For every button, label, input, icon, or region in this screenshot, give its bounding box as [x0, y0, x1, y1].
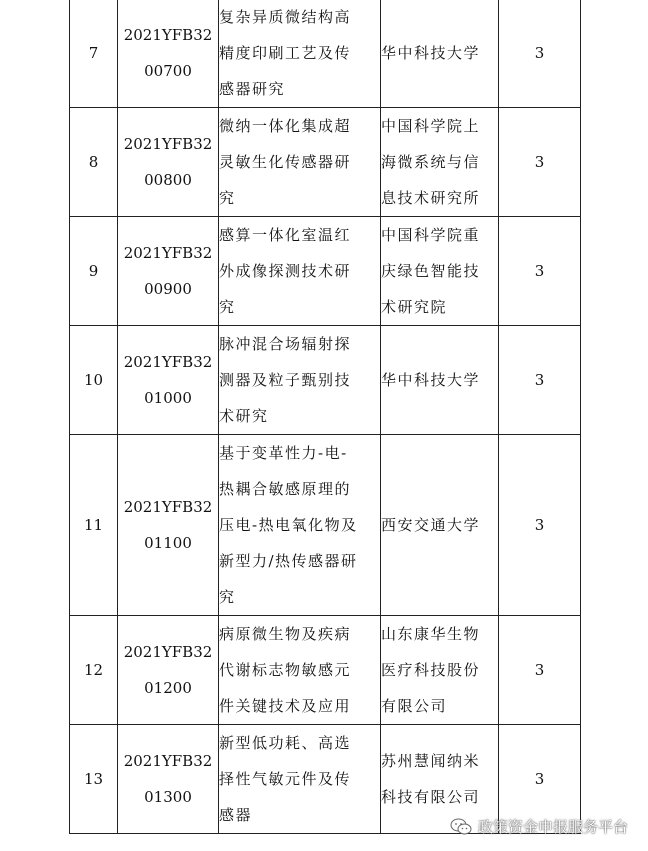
project-code — [118, 725, 219, 834]
project-name-line: 基于变革性力-电- — [219, 444, 348, 462]
project-code — [118, 108, 219, 217]
table-row — [70, 435, 581, 616]
row-index: 8 — [70, 108, 118, 217]
row-index: 11 — [70, 435, 118, 616]
project-code-line: 00900 — [144, 280, 192, 298]
table-row — [70, 326, 581, 435]
project-name-line: 新型力/热传感器研 — [219, 552, 358, 570]
lead-unit-line: 中国科学院上 — [381, 117, 481, 135]
project-code-line: 2021YFB32 — [123, 353, 213, 371]
project-code — [118, 435, 219, 616]
project-name — [219, 725, 381, 834]
project-code-line: 2021YFB32 — [123, 135, 213, 153]
project-count: 3 — [499, 326, 581, 435]
row-index: 9 — [70, 217, 118, 326]
table-row — [70, 217, 581, 326]
row-index: 7 — [70, 0, 118, 108]
project-name — [219, 0, 381, 108]
project-code — [118, 616, 219, 725]
project-name-line: 感算一体化室温红 — [219, 226, 352, 244]
project-name-line: 复杂异质微结构高 — [219, 8, 352, 26]
lead-unit-line: 华中科技大学 — [381, 44, 481, 62]
table-row — [70, 108, 581, 217]
watermark — [450, 816, 628, 837]
project-count: 3 — [499, 616, 581, 725]
project-name — [219, 108, 381, 217]
project-code-line: 2021YFB32 — [123, 244, 213, 262]
project-code-line: 00800 — [144, 171, 192, 189]
lead-unit — [381, 0, 499, 108]
project-code-line: 01100 — [144, 534, 192, 552]
lead-unit-line: 有限公司 — [381, 697, 448, 715]
project-count: 3 — [499, 725, 581, 834]
project-code — [118, 326, 219, 435]
project-name-line: 究 — [219, 588, 236, 606]
project-count: 3 — [499, 108, 581, 217]
project-code-line: 01000 — [144, 389, 192, 407]
lead-unit-line: 术研究院 — [381, 298, 448, 316]
project-code-line: 01200 — [144, 679, 192, 697]
project-table — [69, 0, 581, 834]
lead-unit — [381, 326, 499, 435]
project-count: 3 — [499, 435, 581, 616]
project-code-line: 01300 — [144, 788, 192, 806]
project-name-line: 择性气敏元件及传 — [219, 770, 352, 788]
project-code-line: 2021YFB32 — [123, 752, 213, 770]
project-name-line: 精度印刷工艺及传 — [219, 44, 352, 62]
lead-unit-line: 庆绿色智能技 — [381, 262, 481, 280]
project-name-line: 究 — [219, 189, 236, 207]
project-name — [219, 217, 381, 326]
project-name-line: 术研究 — [219, 407, 269, 425]
project-code-line: 2021YFB32 — [123, 498, 213, 516]
project-name-line: 感器 — [219, 806, 253, 824]
project-name-line: 感器研究 — [219, 80, 286, 98]
lead-unit-line: 山东康华生物 — [381, 625, 481, 643]
lead-unit — [381, 217, 499, 326]
row-index: 10 — [70, 326, 118, 435]
watermark-text: 政策资金申报服务平台 — [477, 818, 628, 836]
project-name-line: 热耦合敏感原理的 — [219, 480, 352, 498]
lead-unit-line: 医疗科技股份 — [381, 661, 481, 679]
project-code — [118, 0, 219, 108]
table-body — [70, 0, 581, 834]
project-name — [219, 435, 381, 616]
project-code-line: 2021YFB32 — [123, 26, 213, 44]
project-name-line: 件关键技术及应用 — [219, 697, 352, 715]
project-name-line: 测器及粒子甄别技 — [219, 371, 352, 389]
project-code-line: 00700 — [144, 62, 192, 80]
lead-unit — [381, 108, 499, 217]
project-code-line: 2021YFB32 — [123, 643, 213, 661]
lead-unit-line: 苏州慧闻纳米 — [381, 752, 481, 770]
row-index: 12 — [70, 616, 118, 725]
lead-unit-line: 华中科技大学 — [381, 371, 481, 389]
wechat-icon — [450, 818, 472, 836]
project-code — [118, 217, 219, 326]
lead-unit-line: 息技术研究所 — [381, 189, 481, 207]
lead-unit — [381, 435, 499, 616]
project-count: 3 — [499, 217, 581, 326]
lead-unit — [381, 616, 499, 725]
table-row — [70, 0, 581, 108]
project-name — [219, 326, 381, 435]
project-name-line: 压电-热电氧化物及 — [219, 516, 358, 534]
project-name-line: 病原微生物及疾病 — [219, 625, 352, 643]
project-name-line: 究 — [219, 298, 236, 316]
project-name — [219, 616, 381, 725]
project-count: 3 — [499, 0, 581, 108]
project-name-line: 灵敏生化传感器研 — [219, 153, 352, 171]
lead-unit-line: 西安交通大学 — [381, 516, 481, 534]
project-name-line: 外成像探测技术研 — [219, 262, 352, 280]
project-name-line: 脉冲混合场辐射探 — [219, 335, 352, 353]
table-row — [70, 616, 581, 725]
lead-unit-line: 海微系统与信 — [381, 153, 481, 171]
lead-unit-line: 中国科学院重 — [381, 226, 481, 244]
project-name-line: 微纳一体化集成超 — [219, 117, 352, 135]
project-name-line: 新型低功耗、高选 — [219, 734, 352, 752]
row-index: 13 — [70, 725, 118, 834]
lead-unit-line: 科技有限公司 — [381, 788, 481, 806]
project-name-line: 代谢标志物敏感元 — [219, 661, 352, 679]
